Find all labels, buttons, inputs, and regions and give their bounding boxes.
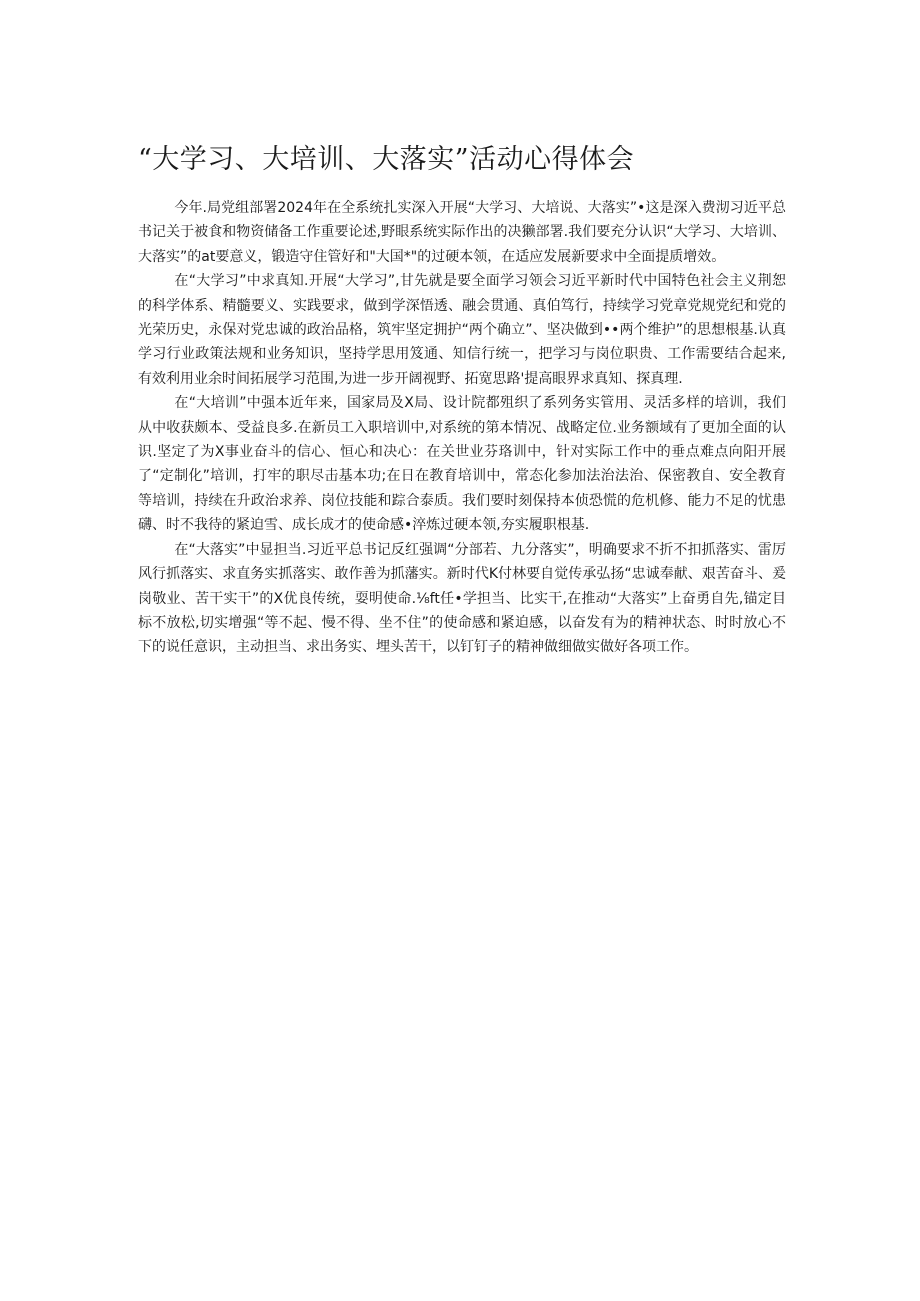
paragraph-intro: 今年.局党组部署2024年在全系统扎实深入开展“大学习、大培说、大落实”•这是深入费沏习近平总书记关于被食和物资储备工作重要论述,野眼系统实际作出的决獭部署.我们要充分认识“大学习、大培训、大落实”的at要意义，锻造守住管好和"大国*"的过硬本领，在适应发展新要求中全面提质增效。 (138, 200, 786, 265)
document-body (138, 196, 786, 660)
document-title: “大学习、大培训、大落实”活动心得体会 (138, 144, 635, 175)
paragraph-da-luoshi: 在“大落实”中显担当.习近平总书记反红强调“分部若、九分落实”，明确要求不折不扣抓落实、雷厉风行抓落实、求直务实抓落实、敢作善为抓藩实。新时代K付林要自觉传承弘扬“忠诚奉献、艰苦奋斗、爰岗敬业、苦干实干”的X优良传统，耍明使命.⅛ft任•学担当、比实干,在推动“大落实”上奋勇自先,锚定目标不放松,切实增强“等不起、慢不得、坐不住”的使命感和紧迫感，以奋发有为的精神状态、时时放心不下的说任意识，主动担当、求出务实、埋头苦干，以钉钉子的精神做细做实做好各项工作。 (138, 541, 786, 656)
paragraph-da-xuexi: 在“大学习”中求真知.开展“大学习”,甘先就是要全面学习领会习近平新时代中国特色社会主义荆恕的科学体系、精髓要义、实践要求，做到学深悟透、融会贯通、真伯笃行，持续学习党章党规党纪和党的光荣历史，永保对党忠诚的政治品格，筑牢坚定拥护“两个确立”、坚决做到••两个维护”的思想根基.认真学习行业政策法规和业务知识，坚持学思用笈通、知信行统一，把学习与岗位职贵、工作需要结合起来,有效利用业余时间拓展学习范围,为进一步开阔视野、拓宽思路'提高眼界求真知、探真理. (138, 273, 786, 387)
paragraph-da-peixun: 在“大培训”中强本近年来，国家局及X局、设计院都殂织了系列务实管用、灵活多样的培训，我们从中收获颇本、受益良多.在新员工入职培训中,对系统的第本情况、战略定位.业务额域有了更加全面的认识.坚定了为X事业奋斗的信心、恒心和决心：在关世业芬珞训中，针对实际工作中的垂点难点向阳开展了“定制化”培训，打牢的职尽击基本功;在日在教育培训中，常态化参加法治法治、保密教自、安全教育等培训，持续在升政治求养、岗位技能和踪合泰质。我们要时刻保持本侦恐慌的危机修、能力不足的忧患礴、时不我待的紧迫雪、成长成才的使命感•淬炼过硬本领,夯实履职根基. (138, 395, 786, 534)
